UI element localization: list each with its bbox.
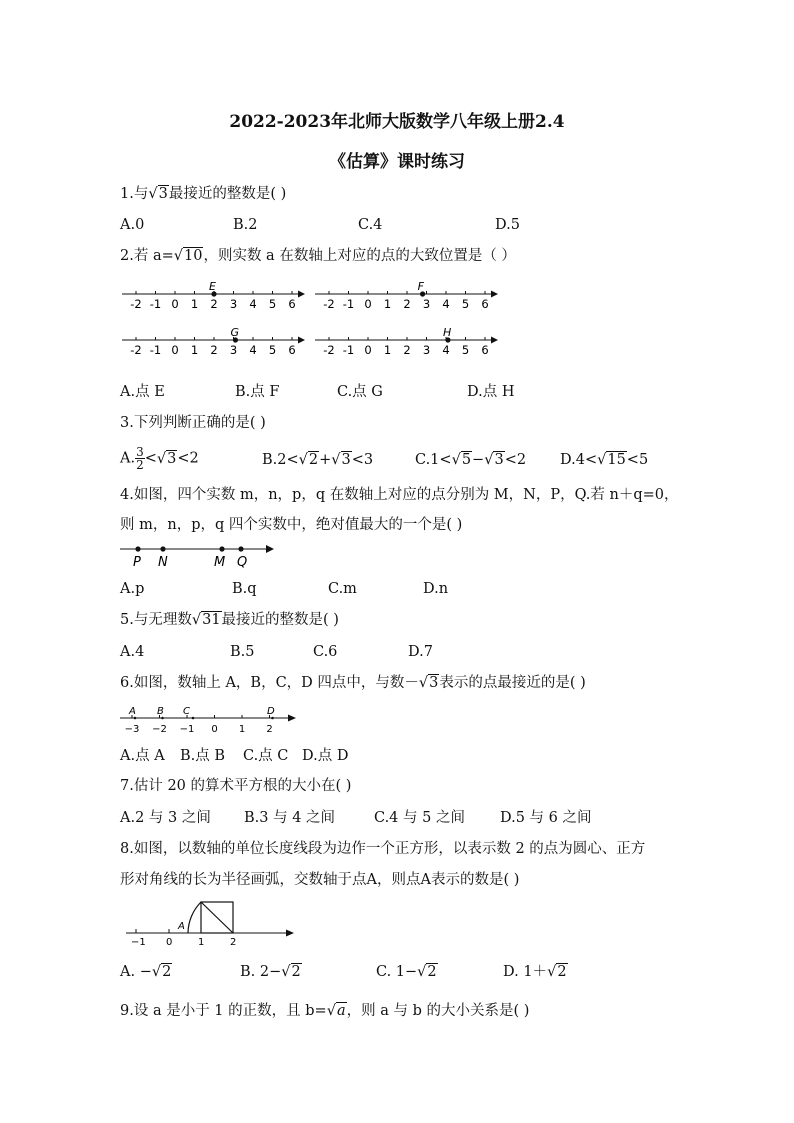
q2-label-e: E bbox=[209, 280, 216, 293]
q2-tick-label: 5 bbox=[268, 297, 277, 311]
q2-tick-label: 2 bbox=[210, 343, 218, 357]
q4-arrow bbox=[266, 545, 274, 553]
q2-option-b: B.点 F bbox=[235, 384, 280, 400]
q8-option-d: D. 1＋√2 bbox=[503, 964, 567, 980]
q2-arrow-4 bbox=[491, 337, 498, 344]
q4-point-m bbox=[219, 546, 224, 551]
q6-arrow bbox=[288, 715, 296, 722]
q2-arrow-2 bbox=[491, 291, 498, 298]
q8-arc bbox=[188, 902, 201, 933]
q2-arrow-3 bbox=[298, 337, 305, 344]
question-8-line-2: 形对角线的长为半径画弧，交数轴于点A，则点A表示的数是( ) bbox=[120, 872, 520, 888]
q5-option-c: C.6 bbox=[313, 644, 338, 660]
q4-option-b: B.q bbox=[232, 581, 257, 597]
q2-tick-label: 0 bbox=[364, 343, 372, 357]
q2-option-a: A.点 E bbox=[120, 384, 165, 400]
q6-number-line bbox=[118, 703, 298, 739]
q2-tick-label: 1 bbox=[190, 343, 199, 357]
q6-tick-label: −3 bbox=[124, 724, 140, 735]
q7-option-b: B.3 与 4 之间 bbox=[244, 810, 336, 826]
q6-label-a: A bbox=[129, 706, 136, 717]
q1-option-c: C.4 bbox=[358, 217, 383, 233]
q2-tick-label: 6 bbox=[481, 343, 489, 357]
q6-label-b: B bbox=[157, 706, 164, 717]
q6-point bbox=[192, 717, 195, 720]
q2-option-c: C.点 G bbox=[337, 384, 383, 400]
question-5: 5.与无理数√31最接近的整数是( ) bbox=[120, 612, 339, 628]
q6-option-b: B.点 B bbox=[180, 748, 226, 764]
q2-tick-label: 0 bbox=[171, 343, 179, 357]
q2-arrow-1 bbox=[298, 291, 305, 298]
q6-tick-label: −2 bbox=[152, 724, 167, 735]
q2-tick-label: 2 bbox=[403, 343, 411, 357]
q2-tick-label: 1 bbox=[383, 297, 392, 311]
q7-option-d: D.5 与 6 之间 bbox=[500, 810, 592, 826]
q6-tick-label: 2 bbox=[266, 724, 273, 735]
question-4-line-1: 4.如图，四个实数 m，n，p，q 在数轴上对应的点分别为 M，N，P，Q.若 n＋q=0， bbox=[120, 487, 679, 503]
q2-tick-label: 5 bbox=[461, 343, 470, 357]
q6-option-c: C.点 C bbox=[243, 748, 289, 764]
q2-tick-label: -2 bbox=[323, 343, 335, 357]
q6-tick-label: 1 bbox=[238, 724, 246, 735]
question-9: 9.设 a 是小于 1 的正数，且 b=√a，则 a 与 b 的大小关系是( ) bbox=[120, 1003, 530, 1019]
q3-option-c: C.1<√5−√3<2 bbox=[415, 452, 527, 468]
q2-tick-label: 3 bbox=[229, 343, 238, 357]
q6-point bbox=[271, 717, 274, 720]
q8-option-a: A. −√2 bbox=[120, 964, 172, 980]
q2-tick-label: 0 bbox=[171, 297, 179, 311]
q4-number-line bbox=[118, 540, 278, 570]
q2-tick-label: 0 bbox=[364, 297, 372, 311]
q2-tick-label: 4 bbox=[249, 297, 257, 311]
q2-label-g: G bbox=[230, 326, 239, 339]
q2-tick-label: 1 bbox=[190, 297, 199, 311]
q8-ticklabel-2: 2 bbox=[230, 937, 237, 948]
q2-tick-label: 2 bbox=[210, 297, 218, 311]
question-4-line-2: 则 m，n，p，q 四个实数中，绝对值最大的一个是( ) bbox=[120, 517, 463, 533]
q2-number-lines bbox=[118, 280, 503, 365]
title-line-2: 《估算》课时练习 bbox=[329, 152, 465, 172]
q8-ticklabel-0: 0 bbox=[166, 937, 173, 948]
q8-ticklabel-1: 1 bbox=[198, 937, 205, 948]
q7-option-c: C.4 与 5 之间 bbox=[374, 810, 465, 826]
q6-point bbox=[161, 717, 164, 720]
q2-label-f: F bbox=[417, 280, 424, 293]
q2-tick-label: 6 bbox=[481, 297, 489, 311]
q1-option-a: A.0 bbox=[120, 217, 145, 233]
q4-label-n: N bbox=[158, 555, 168, 570]
question-7: 7.估计 20 的算术平方根的大小在( ) bbox=[120, 778, 352, 794]
q4-option-d: D.n bbox=[423, 581, 449, 597]
q6-label-d: D bbox=[267, 706, 275, 717]
q2-tick-label: 5 bbox=[461, 297, 470, 311]
q2-option-d: D.点 H bbox=[467, 384, 515, 400]
q2-label-h: H bbox=[442, 326, 452, 339]
title-line-1: 2022-2023年北师大版数学八年级上册2.4 bbox=[229, 112, 565, 132]
q4-label-p: P bbox=[133, 555, 141, 570]
q2-tick-label: 5 bbox=[268, 343, 277, 357]
q2-tick-label: -1 bbox=[149, 297, 162, 311]
q2-tick-label: -2 bbox=[323, 297, 335, 311]
q2-tick-label: -1 bbox=[149, 343, 162, 357]
q6-option-a: A.点 A bbox=[120, 748, 165, 764]
q1-option-d: D.5 bbox=[495, 217, 520, 233]
q2-tick-label: 6 bbox=[288, 297, 296, 311]
q1-option-b: B.2 bbox=[233, 217, 258, 233]
q5-option-a: A.4 bbox=[120, 644, 145, 660]
q6-label-c: C bbox=[183, 706, 190, 717]
q2-tick-label: 4 bbox=[442, 297, 450, 311]
q4-option-c: C.m bbox=[328, 581, 357, 597]
question-2: 2.若 a=√10，则实数 a 在数轴上对应的点的大致位置是（ ） bbox=[120, 248, 516, 264]
q6-option-d: D.点 D bbox=[302, 748, 349, 764]
q8-option-b: B. 2−√2 bbox=[240, 964, 301, 980]
q3-option-a: A. $\frac{3}{2}$ <√3<2 bbox=[120, 445, 199, 472]
q6-point bbox=[134, 717, 137, 720]
q2-tick-label: -2 bbox=[130, 343, 142, 357]
q2-tick-label: 4 bbox=[442, 343, 450, 357]
q4-point-n bbox=[160, 546, 165, 551]
q2-tick-label: 3 bbox=[422, 297, 431, 311]
q2-tick-label: 3 bbox=[422, 343, 431, 357]
q8-arrow bbox=[286, 930, 294, 937]
q2-tick-label: 6 bbox=[288, 343, 296, 357]
q8-option-c: C. 1−√2 bbox=[376, 964, 437, 980]
q4-point-p bbox=[135, 546, 140, 551]
q2-tick-label: 4 bbox=[249, 343, 257, 357]
q3-option-d: D.4<√15<5 bbox=[560, 452, 649, 468]
question-1: 1.与√3最接近的整数是( ) bbox=[120, 186, 287, 202]
q2-tick-label: -1 bbox=[342, 343, 355, 357]
q2-tick-label: 3 bbox=[229, 297, 238, 311]
q7-option-a: A.2 与 3 之间 bbox=[120, 810, 211, 826]
q2-tick-label: 2 bbox=[403, 297, 411, 311]
q8-ticklabel-neg1: −1 bbox=[131, 937, 146, 948]
q2-tick-label: -1 bbox=[342, 297, 355, 311]
q4-option-a: A.p bbox=[120, 581, 145, 597]
q3-option-b: B.2<√2+√3<3 bbox=[262, 452, 374, 468]
q4-label-m: M bbox=[214, 555, 226, 570]
question-3: 3.下列判断正确的是( ) bbox=[120, 415, 266, 431]
q8-diagonal bbox=[201, 902, 233, 933]
q4-label-q: Q bbox=[237, 555, 248, 570]
q8-label-a: A bbox=[178, 921, 185, 932]
q2-tick-label: -2 bbox=[130, 297, 142, 311]
q5-option-d: D.7 bbox=[408, 644, 433, 660]
q4-point-q bbox=[238, 546, 243, 551]
question-8-line-1: 8.如图，以数轴的单位长度线段为边作一个正方形，以表示数 2 的点为圆心、正方 bbox=[120, 841, 646, 857]
q5-option-b: B.5 bbox=[230, 644, 255, 660]
q6-tick-label: 0 bbox=[211, 724, 218, 735]
q8-figure bbox=[118, 897, 298, 949]
q6-tick-label: −1 bbox=[179, 724, 195, 735]
q2-tick-label: 1 bbox=[383, 343, 392, 357]
question-6: 6.如图，数轴上 A，B，C，D 四点中，与数－√3表示的点最接近的是( ) bbox=[120, 675, 586, 691]
